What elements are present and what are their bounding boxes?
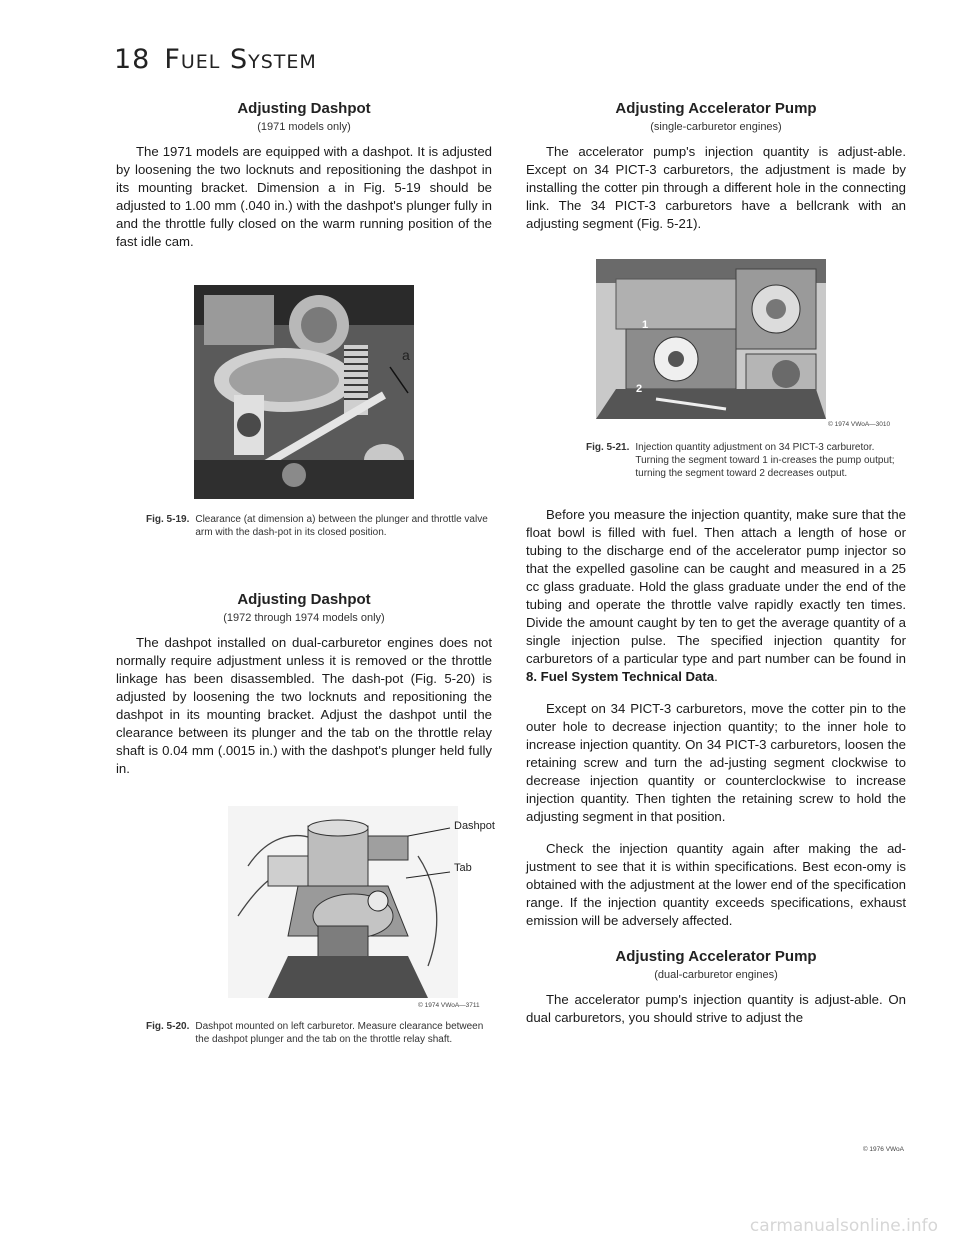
left-column xyxy=(116,100,495,1046)
carburetor-photo xyxy=(596,259,826,419)
label-1: 1 xyxy=(642,319,649,331)
figure-caption xyxy=(116,1020,492,1046)
section-heading: Adjusting Dashpot xyxy=(237,100,371,117)
figure-number: Fig. 5-20. xyxy=(146,1021,190,1032)
page-header xyxy=(114,44,317,75)
label-a: a xyxy=(402,347,410,363)
figure-5-20 xyxy=(228,806,498,1009)
section-heading: Adjusting Accelerator Pump xyxy=(615,948,817,965)
paragraph: Check the injection quantity again after making the ad-justment to see that it is within specifications. Best econ-omy is obtained with the adjustment at the lower end of the specification range. If the injection quantity exceeds specifications, exhaust emission will be adversely affected. xyxy=(526,841,906,928)
label-tab: Tab xyxy=(454,862,472,874)
paragraph: Before you measure the injection quantity, make sure that the float bowl is filled with fuel. Then attach a length of hose or tubing to the discharge end of the accelerator pump injector so that the expelled gasoline can be caught and measured in a 25 cc glass graduate. Hold the glass graduate under the end of the tubing and operate the throttle valve rapidly exactly ten times. Divide the amount caught by ten to get the average quantity of a single injection pulse. The specified injection quantity for carburetors of a particular type and part number can be found in 8. Fuel System Technical Data. xyxy=(526,507,906,684)
paragraph: The dashpot installed on dual-carburetor engines does not normally require adjustment unless it is removed or the throttle linkage has been disassembled. The dash-pot (Fig. 5-20) is adjusted by loosening the two locknuts and repositioning the dashpot in its mounting bracket. Adjust the dashpot until the clearance between its plunger and the tab on the throttle relay shaft is 0.04 mm (.0015 in.) with the dashpot's plunger held fully in. xyxy=(116,635,492,776)
paragraph: The 1971 models are equipped with a dashpot. It is adjusted by loosening the two locknuts and repositioning the dashpot in its mounting bracket. Dimension a in Fig. 5-19 should be adjusted to 1.00 mm (.040 in.) with the dashpot's plunger fully in and the throttle fully closed on the warm running position of the fast idle cam. xyxy=(116,144,492,249)
figure-5-21 xyxy=(596,259,892,431)
caption-text: Dashpot mounted on left carburetor. Measure clearance between the dashpot plunger and the tab on the throttle relay shaft. xyxy=(195,1021,484,1045)
figure-5-19 xyxy=(194,285,414,499)
section-heading: Adjusting Accelerator Pump xyxy=(615,100,817,117)
figure-caption xyxy=(526,441,906,480)
paragraph: The accelerator pump's injection quantity is adjust-able. Except on 34 PICT-3 carburetors, the adjustment is made by installing the cotter pin through a different hole in the connecting link. The 34 PICT-3 carburetors have a bellcrank with an adjusting segment (Fig. 5-21). xyxy=(526,144,906,231)
page-number: 18 xyxy=(114,44,151,75)
watermark: carmanualsonline.info xyxy=(749,1216,938,1236)
section-subtitle: (single-carburetor engines) xyxy=(650,121,782,133)
figure-number: Fig. 5-21. xyxy=(586,442,630,453)
label-2: 2 xyxy=(636,383,643,395)
caption-text: Injection quantity adjustment on 34 PICT-3 carburetor. Turning the segment toward 1 in-creases the pump output; turning the segment toward 2 decreases output. xyxy=(635,442,895,479)
section-subtitle: (1972 through 1974 models only) xyxy=(223,612,385,624)
section-title: Fuel System xyxy=(164,44,317,75)
caption-text: Clearance (at dimension a) between the plunger and throttle valve arm with the dash-pot in its closed position. xyxy=(195,514,488,538)
section-subtitle: (1971 models only) xyxy=(257,121,351,133)
paragraph: The accelerator pump's injection quantity is adjust-able. On dual carburetors, you should strive to adjust the xyxy=(526,992,906,1025)
photo-credit: © 1974 VWoA—3010 xyxy=(828,421,891,428)
figure-number: Fig. 5-19. xyxy=(146,514,190,525)
paragraph: Except on 34 PICT-3 carburetors, move the cotter pin to the outer hole to decrease injection quantity; to the inner hole to increase injection quantity. On 34 PICT-3 carburetors, loosen the retaining screw and turn the ad-justing segment clockwise to decrease injection quantity or counterclockwise to increase injection quantity. Then tighten the retaining screw to hold the adjusting segment in that position. xyxy=(526,701,906,824)
dual-carburetor-drawing xyxy=(228,806,458,998)
photo-credit: © 1974 VWoA—3711 xyxy=(418,1002,480,1009)
figure-caption xyxy=(116,513,492,539)
section-heading: Adjusting Dashpot xyxy=(237,591,371,608)
section-subtitle: (dual-carburetor engines) xyxy=(654,969,778,981)
photo-credit: © 1976 VWoA xyxy=(862,1146,904,1153)
right-column xyxy=(526,100,906,1041)
technical-data-reference: 8. Fuel System Technical Data xyxy=(526,669,715,684)
label-dashpot: Dashpot xyxy=(454,820,495,832)
dashpot-photo xyxy=(194,285,414,499)
